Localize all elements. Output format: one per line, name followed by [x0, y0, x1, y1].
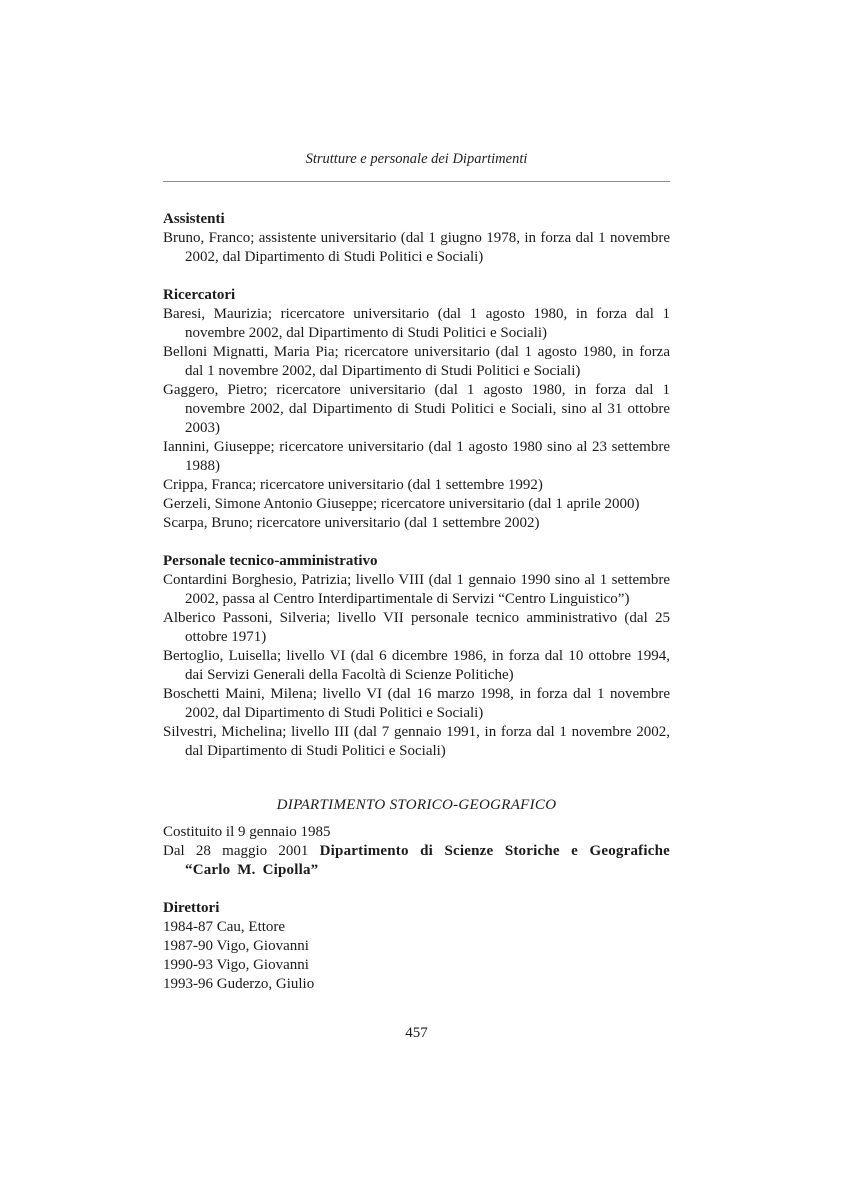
- person-entry: Alberico Passoni, Silveria; livello VII personale tecnico amministrativo (dal 25 ottobre 1971): [163, 610, 670, 645]
- department-block: [163, 796, 670, 880]
- person-entry: Gerzeli, Simone Antonio Giuseppe; ricercatore universitario (dal 1 aprile 2000): [163, 496, 640, 512]
- section-assistenti: [163, 210, 670, 267]
- director-item: 1987-90 Vigo, Giovanni: [163, 938, 309, 954]
- person-entry: Silvestri, Michelina; livello III (dal 7 gennaio 1991, in forza dal 1 novembre 2002, dal Dipartimento di Studi Politici e Sociali): [163, 724, 670, 759]
- page-number: 457: [405, 1025, 428, 1041]
- department-renamed-name: Dipartimento di Scienze Storiche e Geografiche “Carlo M. Cipolla”: [185, 843, 670, 878]
- section-ricercatori: [163, 286, 670, 533]
- section-personale-tecnico-amministrativo: [163, 552, 670, 761]
- directors-heading: Direttori: [163, 900, 220, 916]
- person-entry: Belloni Mignatti, Maria Pia; ricercatore universitario (dal 1 agosto 1980, in forza dal 1 novembre 2002, dal Dipartimento di Studi Politici e Sociali): [163, 344, 670, 379]
- director-item: 1984-87 Cau, Ettore: [163, 919, 286, 935]
- person-entry: Gaggero, Pietro; ricercatore universitario (dal 1 agosto 1980, in forza dal 1 novembre 2002, dal Dipartimento di Studi Politici e Sociali, sino al 31 ottobre 2003): [163, 382, 670, 436]
- person-entry: Bruno, Franco; assistente universitario (dal 1 giugno 1978, in forza dal 1 novembre 2002, dal Dipartimento di Studi Politici e Sociali): [163, 230, 670, 265]
- person-entry: Scarpa, Bruno; ricercatore universitario (dal 1 settembre 2002): [163, 515, 540, 531]
- person-entry: Bertoglio, Luisella; livello VI (dal 6 dicembre 1986, in forza dal 10 ottobre 1994, dai Servizi Generali della Facoltà di Scienze Politiche): [163, 648, 670, 683]
- department-renamed-prefix: Dal 28 maggio 2001: [163, 843, 320, 859]
- person-entry: Baresi, Maurizia; ricercatore universitario (dal 1 agosto 1980, in forza dal 1 novembre 2002, dal Dipartimento di Studi Politici e Sociali): [163, 306, 670, 341]
- department-renamed-line: [163, 842, 670, 880]
- running-head: Strutture e personale dei Dipartimenti: [163, 151, 670, 182]
- section-heading: Ricercatori: [163, 287, 236, 303]
- director-item: 1993-96 Guderzo, Giulio: [163, 976, 315, 992]
- department-founded-line: Costituito il 9 gennaio 1985: [163, 824, 331, 840]
- person-entry: Iannini, Giuseppe; ricercatore universitario (dal 1 agosto 1980 sino al 23 settembre 1988): [163, 439, 670, 474]
- directors-block: [163, 899, 670, 994]
- person-entry: Crippa, Franca; ricercatore universitario (dal 1 settembre 1992): [163, 477, 543, 493]
- department-title: DIPARTIMENTO STORICO-GEOGRAFICO: [276, 797, 557, 813]
- section-heading: Personale tecnico-amministrativo: [163, 553, 378, 569]
- person-entry: Boschetti Maini, Milena; livello VI (dal 16 marzo 1998, in forza dal 1 novembre 2002, dal Dipartimento di Studi Politici e Sociali): [163, 686, 670, 721]
- text-column: [163, 151, 670, 1058]
- person-entry: Contardini Borghesio, Patrizia; livello VIII (dal 1 gennaio 1990 sino al 1 settembre 2002, passa al Centro Interdipartimentale di Servizi “Centro Linguistico”): [163, 572, 670, 607]
- director-item: 1990-93 Vigo, Giovanni: [163, 957, 309, 973]
- section-heading: Assistenti: [163, 211, 225, 227]
